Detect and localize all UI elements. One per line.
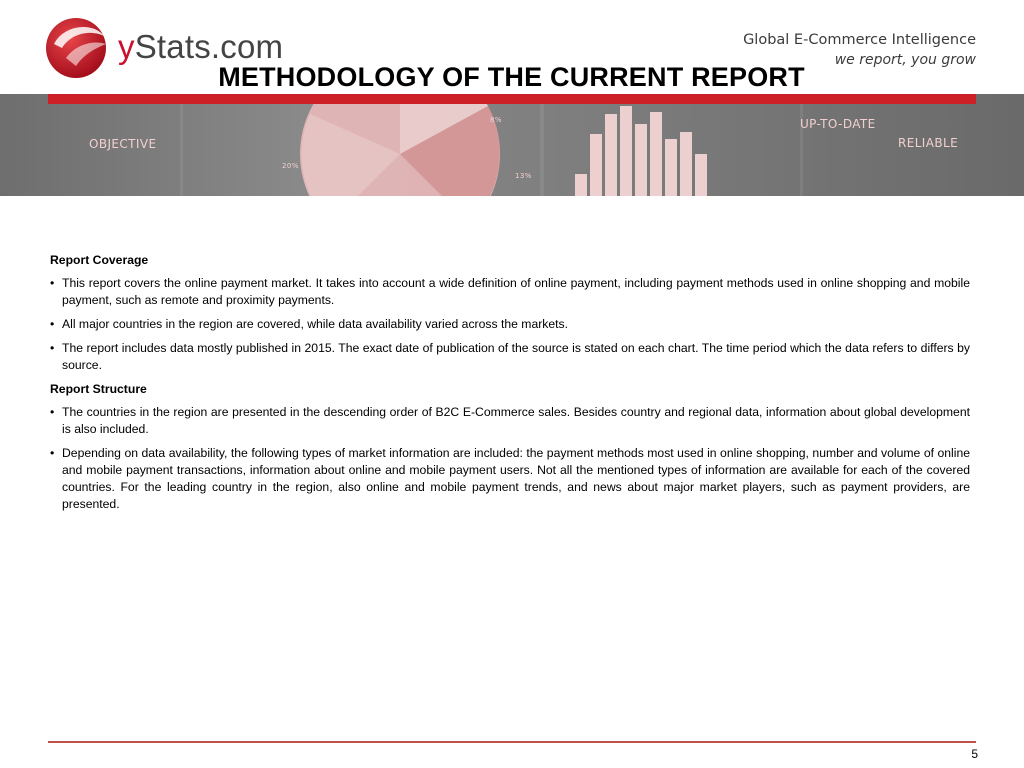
banner-pie-label: 20% [282, 162, 299, 170]
logo-wordmark: yStats.com [118, 28, 284, 65]
bullet-item: • Depending on data availability, the following types of market information are included: the payment methods most used in online shopping, number and volume of online and mobile payment transactions, information about online and mobile payment users. Not all the mentioned types of information are available for each of the covered countries. For the leading country in the region, also online and mobile payment trends, and news about major market players, such as payment providers, are presented. [50, 445, 970, 513]
banner-label-up-to-date: UP-TO-DATE [800, 117, 876, 131]
bullet-item: • The countries in the region are presented in the descending order of B2C E-Commerce sales. Besides country and regional data, information about global development is also included. [50, 404, 970, 438]
banner-pie-label: 13% [515, 172, 532, 180]
tagline-title: Global E-Commerce Intelligence [743, 32, 976, 48]
structure-bullet-list [50, 404, 970, 513]
page-title: METHODOLOGY OF THE CURRENT REPORT [218, 62, 805, 92]
banner-label-reliable: RELIABLE [898, 136, 959, 150]
title-underline-bar [48, 94, 976, 104]
footer-divider [48, 741, 976, 743]
bullet-item: • All major countries in the region are covered, while data availability varied across the markets. [50, 316, 970, 333]
section-heading-structure: Report Structure [50, 382, 147, 396]
banner-pie-label: 8% [490, 116, 502, 124]
bullet-item: • The report includes data mostly published in 2015. The exact date of publication of the source is stated on each chart. The time period which the data refers to differs by source. [50, 340, 970, 374]
page-number: 5 [971, 747, 978, 761]
tagline-slogan: we report, you grow [834, 52, 976, 68]
coverage-bullet-list [50, 275, 970, 374]
banner-label-objective: OBJECTIVE [89, 137, 157, 151]
bullet-item: • This report covers the online payment market. It takes into account a wide definition of online payment, including payment methods used in online shopping and mobile payment, such as remote and proximity payments. [50, 275, 970, 309]
header-banner [0, 94, 1024, 196]
report-methodology-content [50, 252, 970, 520]
section-heading-coverage: Report Coverage [50, 253, 149, 267]
